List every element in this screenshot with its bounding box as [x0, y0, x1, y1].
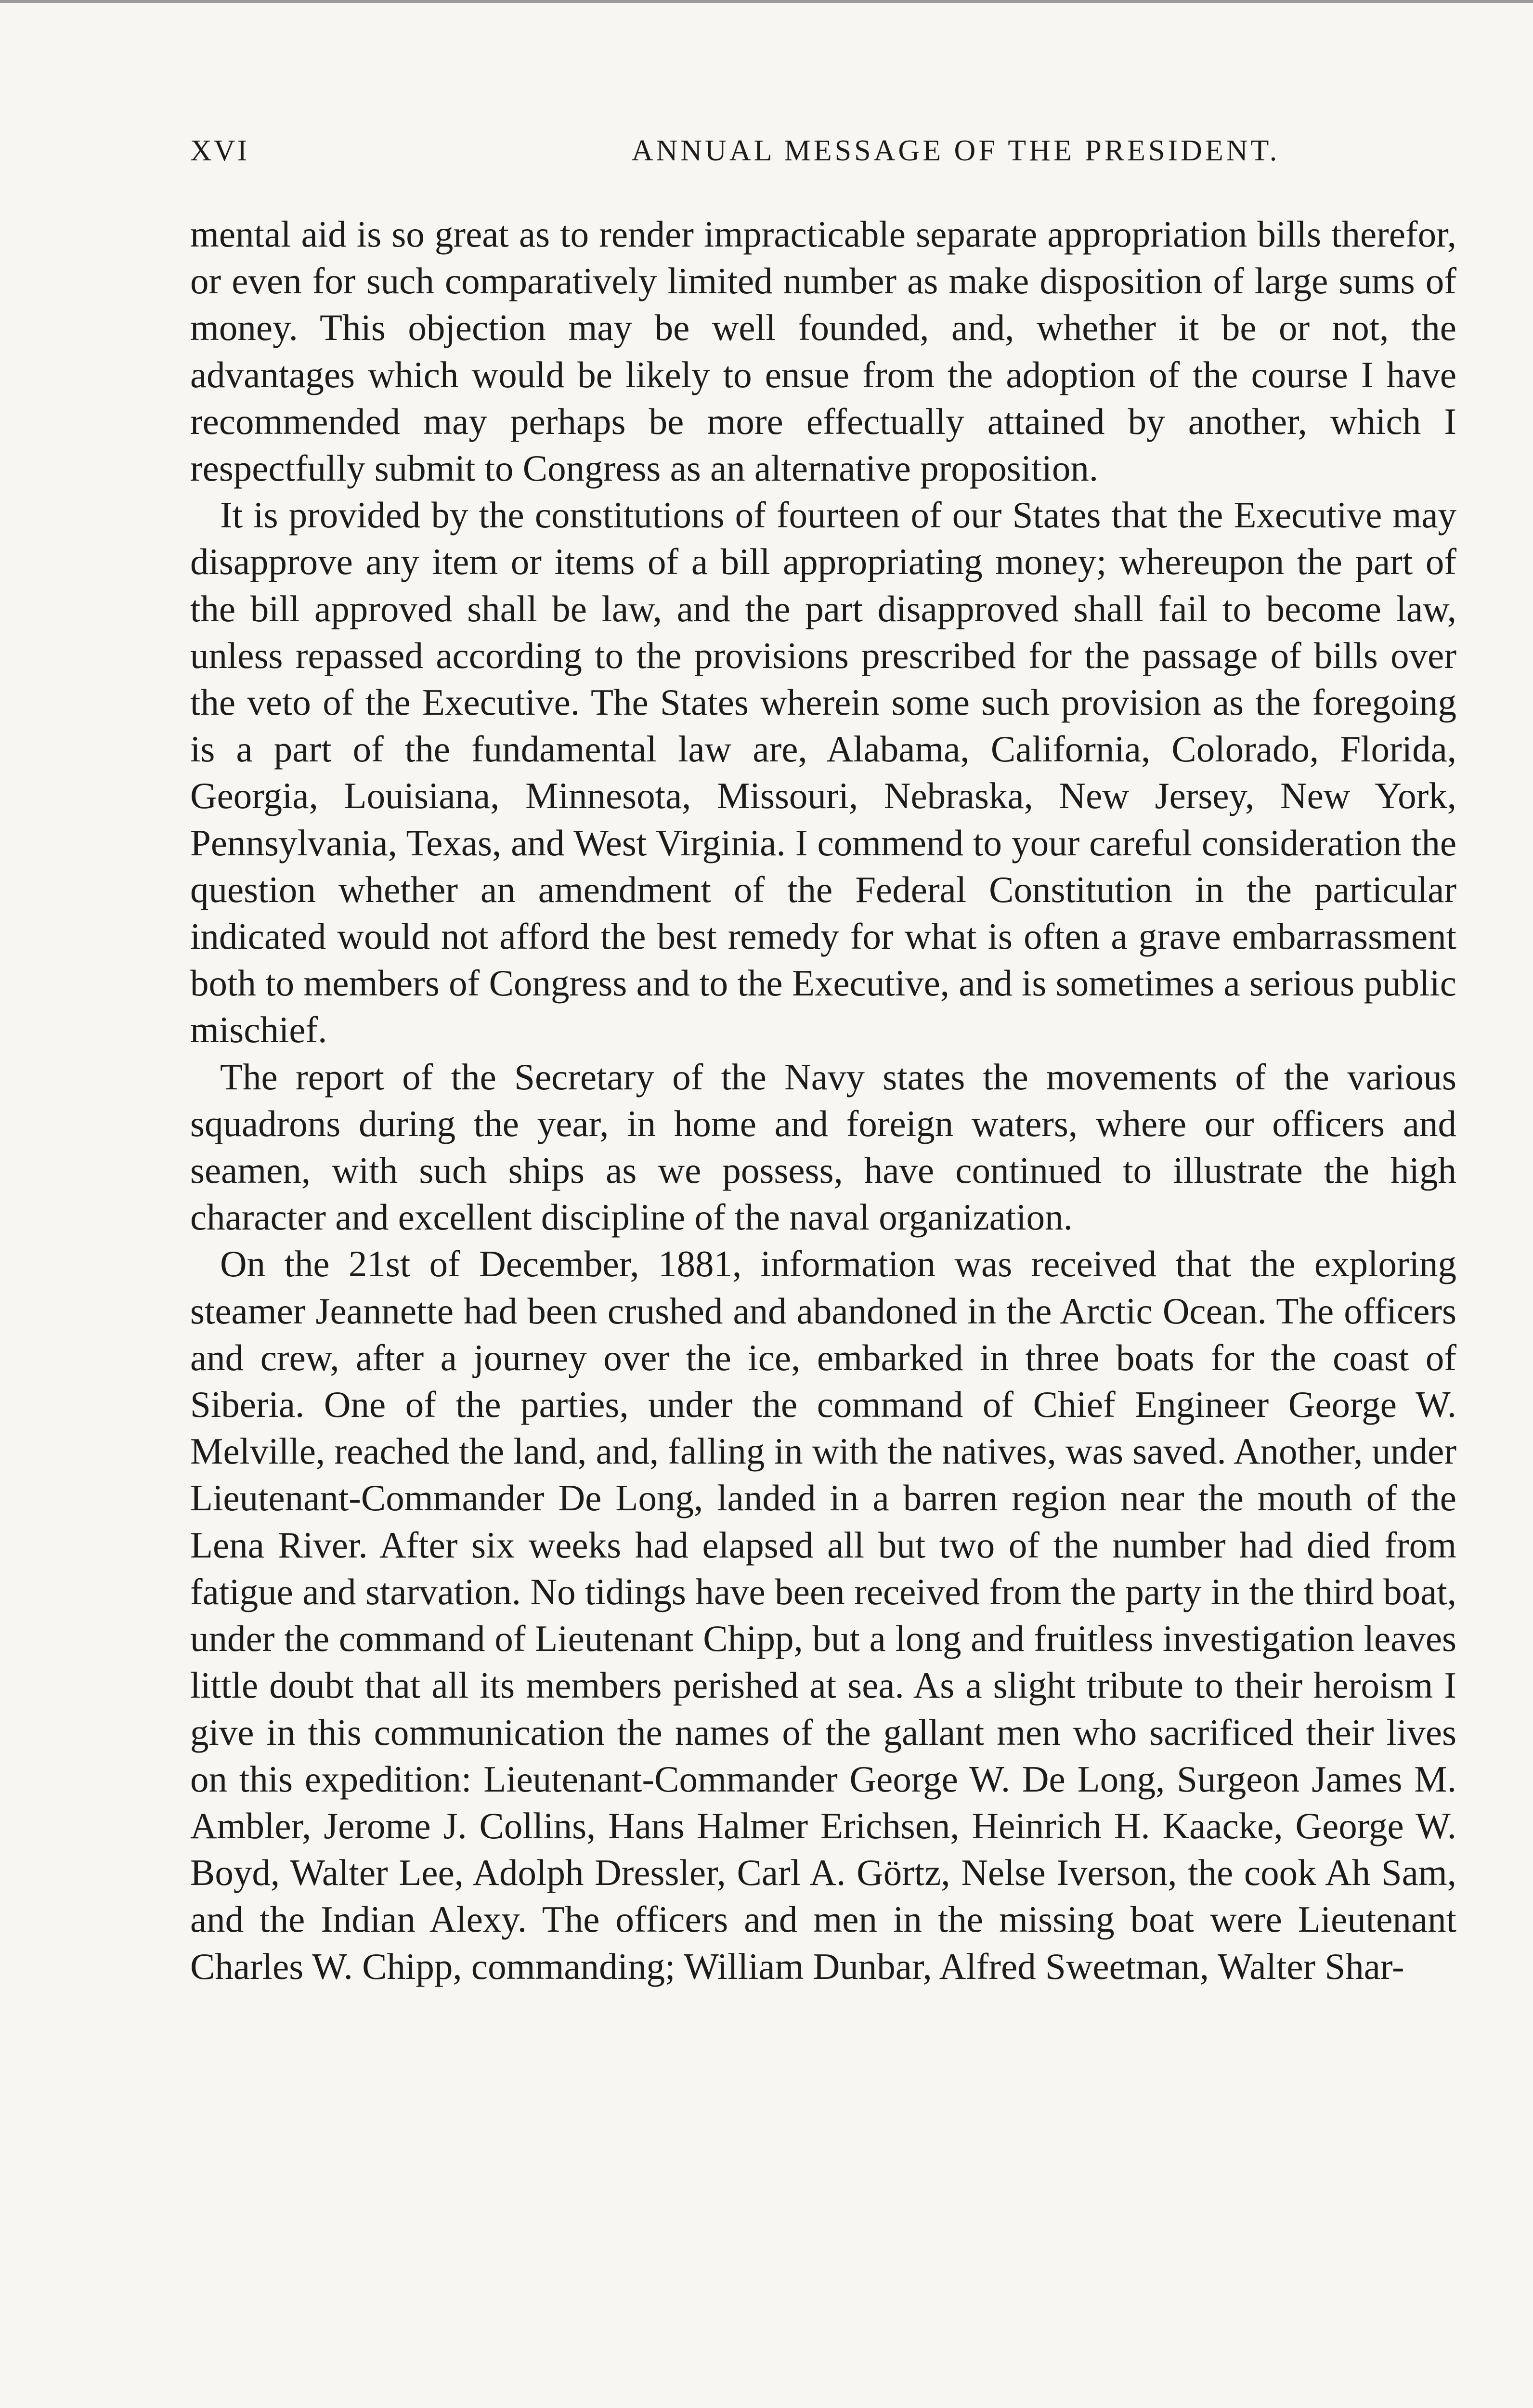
body-text [190, 211, 1456, 1990]
paragraph-line-item-veto: It is provided by the constitutions of fourteen of our States that the Executive may disapprove any item or items of a bill appropriating money; whereupon the part of the bill approved shall be law, and the part disapproved shall fail to become law, unless repassed according to the provisions prescribed for the passage of bills over the veto of the Executive. The States wherein some such provision as the foregoing is a part of the fundamental law are, Alabama, California, Colorado, Florida, Georgia, Louisiana, Minnesota, Missouri, Nebraska, New Jersey, New York, Pennsylvania, Texas, and West Virginia. I commend to your careful consideration the question whether an amendment of the Federal Constitution in the particular indicated would not afford the best remedy for what is often a grave embarrassment both to members of Congress and to the Executive, and is sometimes a serious public mischief. [190, 494, 1456, 1051]
top-edge-rule [0, 0, 1533, 3]
page-number: XVI [190, 134, 249, 167]
paragraph-jeannette-expedition: On the 21st of December, 1881, information was received that the exploring steamer Jeannette had been crushed and abandoned in the Arctic Ocean. The officers and crew, after a journey over the ice, embarked in three boats for the coast of Siberia. One of the parties, under the command of Chief Engineer George W. Melville, reached the land, and, falling in with the natives, was saved. Another, under Lieutenant-Commander De Long, landed in a barren region near the mouth of the Lena River. After six weeks had elapsed all but two of the number had died from fatigue and starvation. No tidings have been received from the party in the third boat, under the command of Lieutenant Chipp, but a long and fruitless investigation leaves little doubt that all its members perished at sea. As a slight tribute to their heroism I give in this communication the names of the gallant men who sacrificed their lives on this expedition: Lieutenant-Commander George W. De Long, Surgeon James M. Ambler, Jerome J. Collins, Hans Halmer Erichsen, Heinrich H. Kaacke, George W. Boyd, Walter Lee, Adolph Dressler, Carl A. Görtz, Nelse Iverson, the cook Ah Sam, and the Indian Alexy. The officers and men in the missing boat were Lieutenant Charles W. Chipp, commanding; William Dunbar, Alfred Sweetman, Walter Shar- [190, 1243, 1456, 1987]
page-header [190, 134, 1452, 187]
paragraph-appropriation-bills: mental aid is so great as to render impracticable separate appropriation bills therefor, or even for such comparatively limited number as make disposition of large sums of money. This objection may be well founded, and, whether it be or not, the advantages which would be likely to ensue from the adoption of the course I have recommended may perhaps be more effectually attained by another, which I respectfully submit to Congress as an alternative proposition. [190, 213, 1456, 489]
running-head: ANNUAL MESSAGE OF THE PRESIDENT. [631, 134, 1280, 167]
paragraph-navy-report: The report of the Secretary of the Navy states the movements of the various squadrons during the year, in home and foreign waters, where our officers and seamen, with such ships as we possess, have continued to illustrate the high character and excellent discipline of the naval organization. [190, 1056, 1456, 1238]
